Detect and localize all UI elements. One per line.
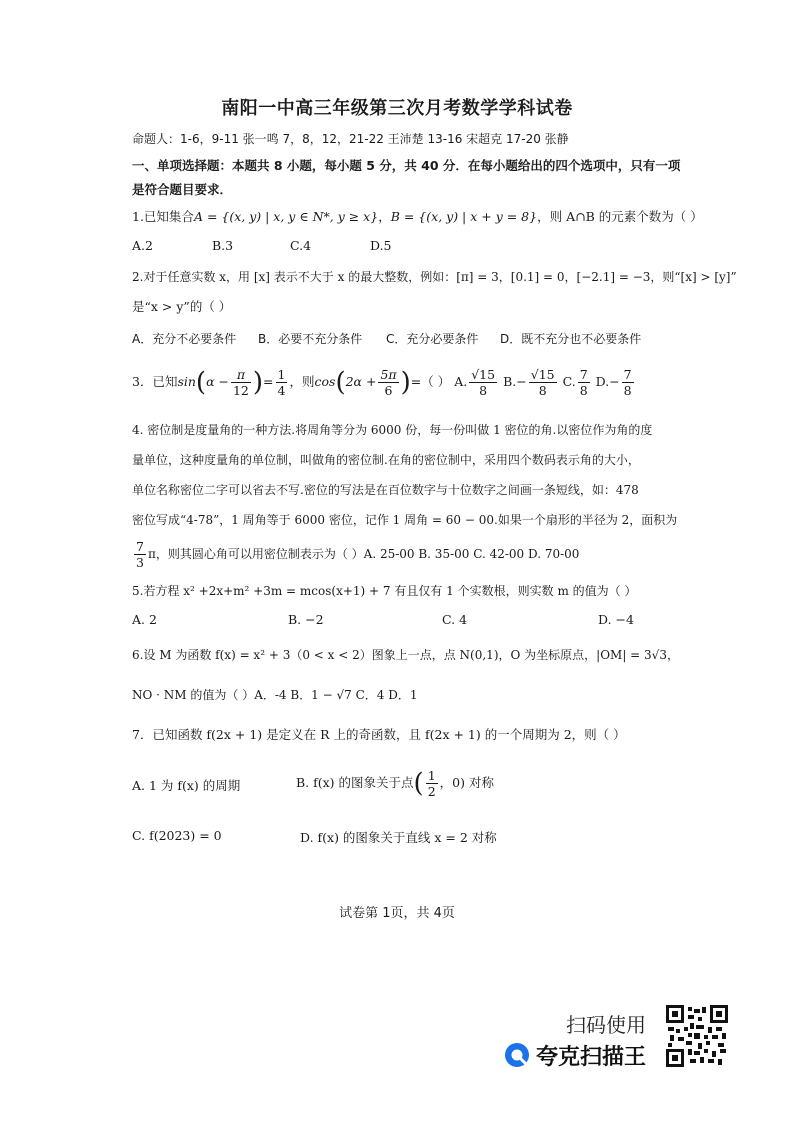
page-footer: 试卷第 1页，共 4页 [339, 906, 455, 921]
q1-option-d: D.5 [370, 238, 392, 253]
q7-option-b: B. f(x) 的图象关于点( $\frac{1}{2}$ ，0) 对称 [296, 768, 494, 799]
question-4-line5 [132, 536, 579, 572]
question-6-line1: 6.设 M 为函数 f(x) = x² + 3（0 < x < 2）图象上一点，点 N(0,1)，O 为坐标原点，|OM| = 3√3， [132, 648, 679, 662]
brand-name: 夸克扫描王 [536, 1044, 647, 1070]
q1-sep: ， [378, 209, 391, 224]
question-5-stem: 5.若方程 x² +2x+m² +3m = mcos(x+1) + 7 有且仅有 1 个实数根，则实数 m 的值为（ ） [132, 584, 637, 598]
question-2-line2: 是“x > y”的（ ） [132, 299, 232, 314]
authors-line: 命题人：1-6，9-11 张一鸣 7，8，12，21-22 王沛楚 13-16 宋超克 17-20 张静 [132, 132, 569, 146]
question-4-line4: 密位写成“4-78”，1 周角等于 6000 密位，记作 1 周角 = 60 − 00.如果一个扇形的半径为 2，面积为 [132, 513, 678, 527]
q2-option-d: D．既不充分也不必要条件 [500, 332, 642, 346]
q3-two-alpha: 2α + [345, 374, 377, 389]
question-4-line3: 单位名称密位二字可以省去不写.密位的写法是在百位数字与十位数字之间画一条短线，如：478 [132, 483, 639, 497]
q5-option-b: B. −2 [288, 612, 324, 627]
q2-option-a: A．充分不必要条件 [132, 332, 237, 346]
question-6-line2: NO · NM 的值为（ ）A．-4 B．1 − √7 C．4 D．1 [132, 688, 418, 702]
q3-cos: cos [314, 374, 336, 389]
q3-pi-over-12: $\frac{\pi}{12}$ [232, 367, 249, 398]
quark-logo-icon [504, 1042, 530, 1068]
q1-stem-prefix: 1.已知集合 [132, 209, 194, 224]
q3-eq: = [263, 374, 274, 389]
q3-option-b-label: B. [503, 374, 517, 389]
qr-code-icon [666, 1005, 728, 1067]
q2-option-b: B．必要不充分条件 [258, 332, 363, 346]
q7-option-c: C. f(2023) = 0 [132, 828, 222, 843]
q1-stem-suffix: ，则 A∩B 的元素个数为（ ） [537, 209, 703, 224]
q5-option-c: C. 4 [442, 612, 468, 627]
q7-option-a: A. 1 为 f(x) 的周期 [132, 778, 241, 793]
q3-option-c-label: C. [562, 374, 576, 389]
question-1-stem [132, 208, 703, 226]
scanner-brand [504, 1040, 646, 1070]
q1-option-c: C.4 [290, 238, 312, 253]
q3-option-b-value: $\frac{√15}{8}$ [530, 367, 555, 398]
q3-option-c-value: $\frac{7}{8}$ [579, 367, 588, 398]
q5-option-a: A. 2 [132, 612, 157, 627]
question-7-stem: 7．已知函数 f(2x + 1) 是定义在 R 上的奇函数，且 f(2x + 1) 的一个周期为 2，则（ ） [132, 727, 626, 742]
q1-set-a: A = {(x, y) | x, y ∈ N*, y ≥ x} [193, 209, 379, 224]
scan-to-use-text: 扫码使用 [566, 1013, 646, 1037]
q3-alpha: α − [206, 374, 229, 389]
q1-set-b: B = {(x, y) | x + y = 8} [390, 209, 538, 224]
q3-question-paren: =（ ） [410, 374, 451, 389]
q2-option-c: C．充分必要条件 [386, 332, 479, 346]
section-heading-line1: 一、单项选择题：本题共 8 小题，每小题 5 分，共 40 分．在每小题给出的四个选项中，只有一项 [132, 158, 681, 173]
q7-one-half: $\frac{1}{2}$ [427, 768, 436, 799]
section-heading-line2: 是符合题目要求． [132, 182, 233, 197]
q3-then: ，则 [289, 374, 315, 389]
q1-option-b: B.3 [212, 238, 234, 253]
q3-option-d-label: D. [595, 374, 610, 389]
q3-option-a-label: A. [454, 374, 468, 389]
question-4-line1: 4. 密位制是度量角的一种方法.将周角等分为 6000 份，每一份叫做 1 密位的角.以密位作为角的度 [132, 423, 653, 437]
q1-option-a: A.2 [132, 238, 153, 253]
exam-title: 南阳一中高三年级第三次月考数学学科试卷 [221, 98, 573, 119]
q3-prefix: 3．已知 [132, 374, 178, 389]
question-3: 3．已知sin(α − $\frac{\pi}{12}$ )= $\frac{1}{4}$ ，则cos(2α + $\frac{5\pi}{6}$ )=（ ） A. $\frac{√15}{8}$ B.− $\frac{√15}{8}$ C. $\frac{7}{8}$ D.− $\frac{7}{8}$ [132, 367, 632, 398]
q4-line5-tail: π，则其圆心角可以用密位制表示为（ ）A. 25-00 B. 35-00 C. 42-00 D. 70-00 [147, 547, 580, 561]
q3-one-quarter: $\frac{1}{4}$ [277, 367, 286, 398]
question-2-line1: 2.对于任意实数 x，用 [x] 表示不大于 x 的最大整数，例如：[π] = 3，[0.1] = 0，[−2.1] = −3，则“[x] > [y]” [132, 270, 737, 284]
q7-option-d: D. f(x) 的图象关于直线 x = 2 对称 [300, 830, 497, 845]
q3-option-a-value: $\frac{√15}{8}$ [471, 367, 496, 398]
q5-option-d: D. −4 [598, 612, 634, 627]
q3-sin: sin [177, 374, 196, 389]
q3-five-pi-over-6: $\frac{5\pi}{6}$ [380, 367, 397, 398]
q4-seven-thirds: $\frac{7}{3}$ [136, 539, 144, 570]
question-4-line2: 量单位，这种度量角的单位制，叫做角的密位制.在角的密位制中，采用四个数码表示角的大小， [132, 453, 640, 467]
q3-option-d-value: $\frac{7}{8}$ [623, 367, 632, 398]
